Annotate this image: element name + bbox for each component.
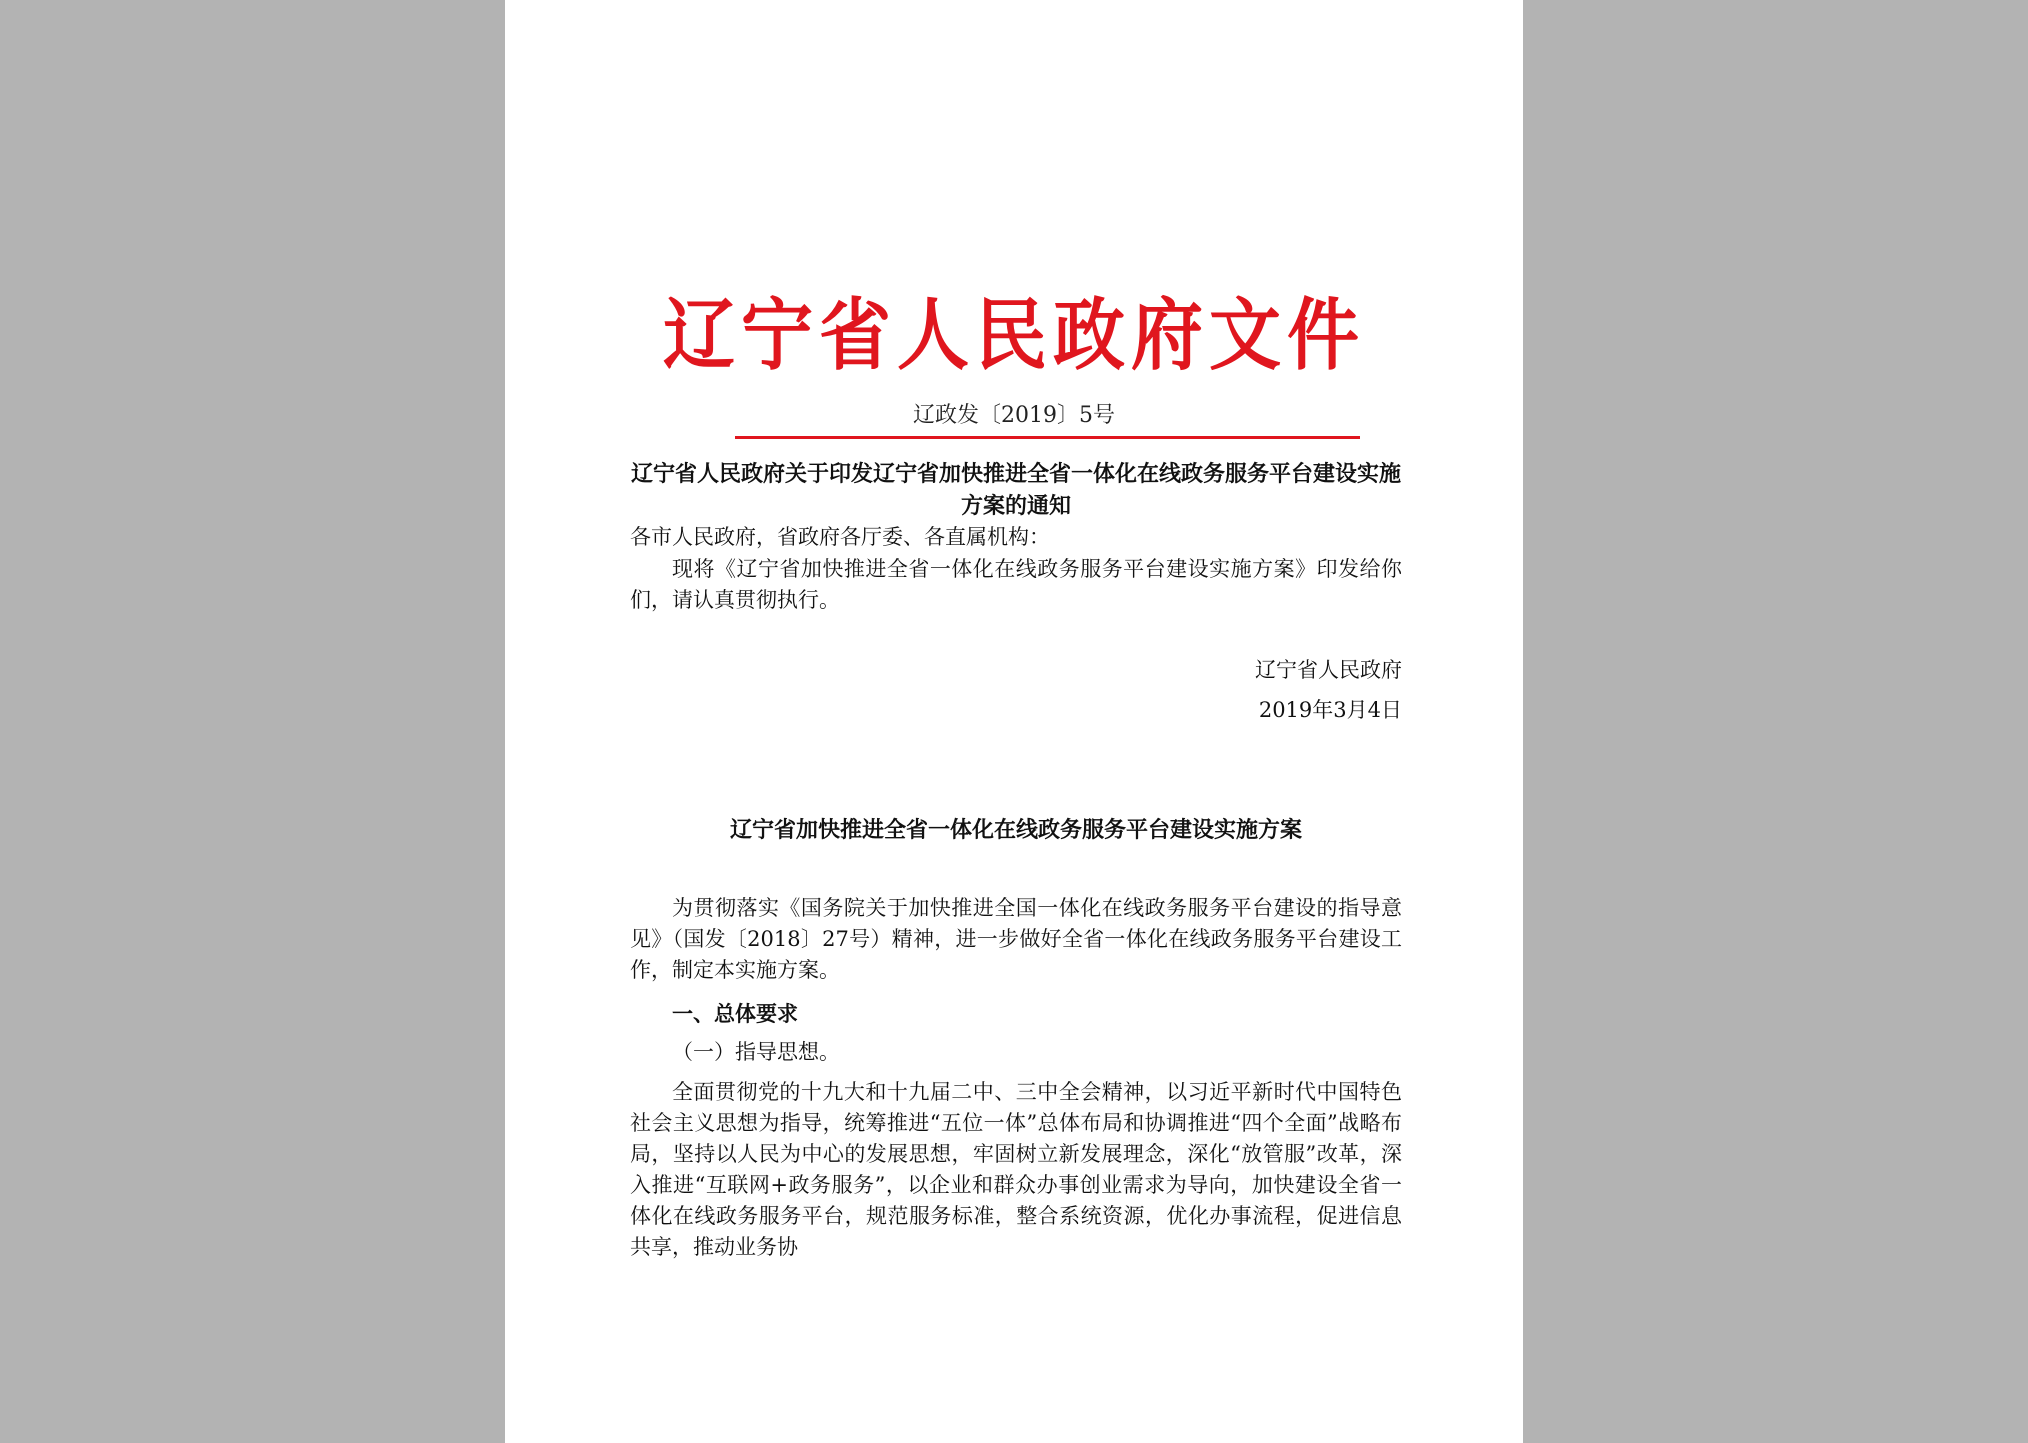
intro-paragraph: 为贯彻落实《国务院关于加快推进全国一体化在线政务服务平台建设的指导意见》（国发〔2018〕27号）精神，进一步做好全省一体化在线政务服务平台建设工作，制定本实施方案。: [630, 896, 1402, 982]
notice-body: 现将《辽宁省加快推进全省一体化在线政务服务平台建设实施方案》印发给你们，请认真贯彻执行。: [630, 557, 1402, 612]
section-heading: 一、总体要求: [672, 1001, 798, 1026]
signer-name: 辽宁省人民政府: [1255, 658, 1402, 682]
masthead-title: 辽宁省人民政府文件: [662, 289, 1365, 381]
document-number: 辽政发〔2019〕5号: [913, 403, 1115, 428]
notice-title: 辽宁省人民政府关于印发辽宁省加快推进全省一体化在线政务服务平台建设实施方案的通知: [630, 461, 1401, 519]
signature-block: [630, 650, 1402, 730]
red-divider-line: [735, 436, 1360, 439]
addressee-line: 各市人民政府，省政府各厅委、各直属机构：: [630, 525, 1050, 549]
guide-paragraph: 全面贯彻党的十九大和十九届二中、三中全会精神，以习近平新时代中国特色社会主义思想为指导，统筹推进“五位一体”总体布局和协调推进“四个全面”战略布局，坚持以人民为中心的发展思想，牢固树立新发展理念，深化“放管服”改革，深入推进“互联网+政务服务”，以企业和群众办事创业需求为导向，加快建设全省一体化在线政务服务平台，规范服务标准，整合系统资源，优化办事流程，促进信息共享，推动业务协: [630, 1080, 1402, 1259]
subsection-heading: （一）指导思想。: [672, 1040, 840, 1064]
plan-title: 辽宁省加快推进全省一体化在线政务服务平台建设实施方案: [729, 817, 1302, 843]
sign-date: 2019年3月4日: [1258, 698, 1402, 722]
document-page: [505, 0, 1523, 1443]
